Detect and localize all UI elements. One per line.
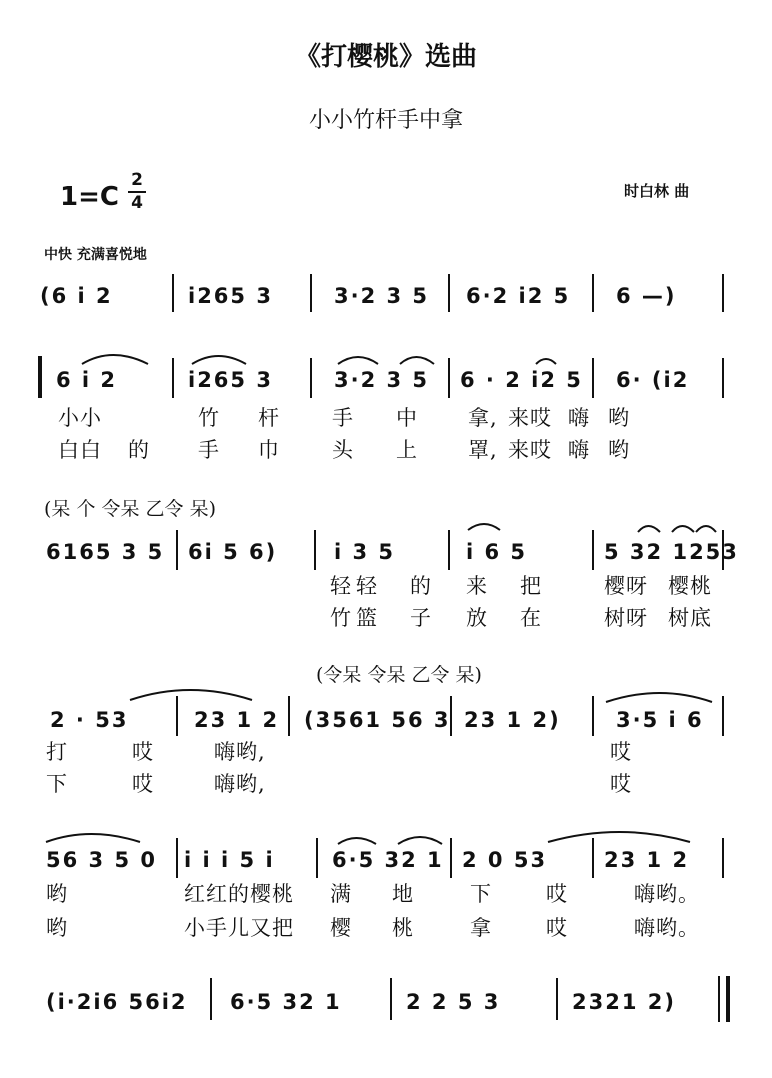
measure: 6 —)	[616, 284, 677, 308]
lyric: 轻	[330, 574, 352, 598]
lyric: 又把	[250, 916, 294, 940]
lyric: 杆	[258, 406, 280, 430]
percussion-pattern: (呆 个 令呆 乙令 呆)	[44, 498, 216, 520]
measure: 56 3 5 0	[46, 848, 157, 872]
lyric: 巾	[258, 438, 280, 462]
measure: (3561 56 3	[304, 708, 451, 732]
slur	[82, 355, 148, 364]
lyric: 樱桃	[668, 574, 712, 598]
lyric: 来哎	[508, 406, 552, 430]
lyric: 嗨	[568, 406, 590, 430]
slur	[696, 526, 716, 532]
lyric: 桃	[392, 916, 414, 940]
measure: (6 i 2	[40, 284, 113, 308]
measure: 6·2 i2 5	[466, 284, 571, 308]
measure: 2 2 5 3	[406, 990, 501, 1014]
measure: 2 · 53	[50, 708, 129, 732]
slur	[130, 690, 252, 700]
lyric: 手	[198, 438, 220, 462]
lyric: 打	[46, 740, 68, 764]
slur	[672, 526, 694, 532]
lyric: 的	[410, 574, 432, 598]
measure: i 3 5	[334, 540, 396, 564]
lyric: 哎	[610, 740, 632, 764]
tempo-marking: 中快 充满喜悦地	[44, 247, 147, 263]
measure: 23 1 2	[194, 708, 280, 732]
lyric: 来哎	[508, 438, 552, 462]
lyric: 罩,	[468, 438, 498, 462]
lyric: 小小	[58, 406, 102, 430]
lyric: 哎	[546, 916, 568, 940]
lyric: 下	[46, 772, 68, 796]
measure: i i i 5 i	[184, 848, 275, 872]
slur	[46, 834, 140, 842]
measure: 3·2 3 5	[334, 368, 430, 392]
lyric: 哎	[132, 740, 154, 764]
lyric: 手	[332, 406, 354, 430]
time-signature-top: 2	[131, 170, 143, 190]
time-signature	[128, 172, 146, 212]
lyric: 嗨哟。	[634, 916, 700, 940]
measure: 5 32 1253	[604, 540, 739, 564]
lyric: 竹	[330, 606, 352, 630]
measure: 3·2 3 5	[334, 284, 430, 308]
percussion-pattern: (令呆 令呆 乙令 呆)	[316, 664, 482, 686]
lyric: 上	[396, 438, 418, 462]
lyric: 嗨哟,	[214, 772, 266, 796]
slur	[338, 357, 378, 364]
composer-credit: 时白林 曲	[624, 182, 690, 200]
lyric: 红红的	[184, 882, 250, 906]
measure: 6i 5 6)	[188, 540, 278, 564]
page-title: 《打樱桃》选曲	[294, 42, 477, 72]
measure: 6·5 32 1	[332, 848, 444, 872]
lyric: 哟	[46, 882, 68, 906]
measure: i265 3	[188, 284, 273, 308]
lyric: 拿,	[468, 406, 498, 430]
lyric: 把	[520, 574, 542, 598]
measure: 2321 2)	[572, 990, 676, 1014]
lyric: 小手儿	[184, 916, 250, 940]
lyric: 哟	[608, 438, 630, 462]
measure: i 6 5	[466, 540, 528, 564]
lyric: 哟	[46, 916, 68, 940]
lyric: 轻	[356, 574, 378, 598]
lyric: 树底	[668, 606, 712, 630]
lyric: 哟	[608, 406, 630, 430]
measure: 6 i 2	[56, 368, 118, 392]
lyric: 地	[392, 882, 414, 906]
lyric: 嗨	[568, 438, 590, 462]
slur	[606, 693, 712, 702]
lyric: 哎	[610, 772, 632, 796]
key-signature: 1=C	[60, 182, 119, 212]
lyric: 白白	[58, 438, 102, 462]
lyric: 嗨哟。	[634, 882, 700, 906]
measure: 23 1 2	[604, 848, 690, 872]
lyric: 来	[466, 574, 488, 598]
lyric: 樱	[330, 916, 352, 940]
lyric: 哎	[546, 882, 568, 906]
lyric: 子	[410, 606, 432, 630]
measure: 3·5 i 6	[616, 708, 704, 732]
lyric: 树呀	[604, 606, 648, 630]
slur	[638, 526, 660, 532]
measure: 6165 3 5	[46, 540, 165, 564]
measure: 23 1 2)	[464, 708, 561, 732]
lyric: 的	[128, 438, 150, 462]
measure: 2 0 53	[462, 848, 548, 872]
measure: 6· (i2	[616, 368, 690, 392]
measure: 6·5 32 1	[230, 990, 342, 1014]
time-signature-bottom: 4	[131, 193, 143, 213]
slur	[536, 359, 556, 364]
measure: 6 · 2 i2 5	[460, 368, 583, 392]
lyric: 下	[470, 882, 492, 906]
lyric: 满	[330, 882, 352, 906]
lyric: 中	[396, 406, 418, 430]
song-subtitle: 小小竹杆手中拿	[308, 108, 463, 133]
lyric: 竹	[198, 406, 220, 430]
lyric: 头	[332, 438, 354, 462]
lyric: 樱桃	[250, 882, 294, 906]
lyric: 在	[520, 606, 542, 630]
slur	[400, 357, 434, 364]
lyric: 哎	[132, 772, 154, 796]
lyric: 篮	[356, 606, 378, 630]
slur	[468, 524, 500, 530]
measure: i265 3	[188, 368, 273, 392]
lyric: 放	[466, 606, 488, 630]
lyric: 樱呀	[604, 574, 648, 598]
lyric: 嗨哟,	[214, 740, 266, 764]
slur	[548, 832, 690, 842]
measure: (i·2i6 56i2	[46, 990, 188, 1014]
slur	[338, 838, 376, 844]
lyric: 拿	[470, 916, 492, 940]
slur	[398, 837, 442, 844]
slur	[192, 356, 246, 364]
